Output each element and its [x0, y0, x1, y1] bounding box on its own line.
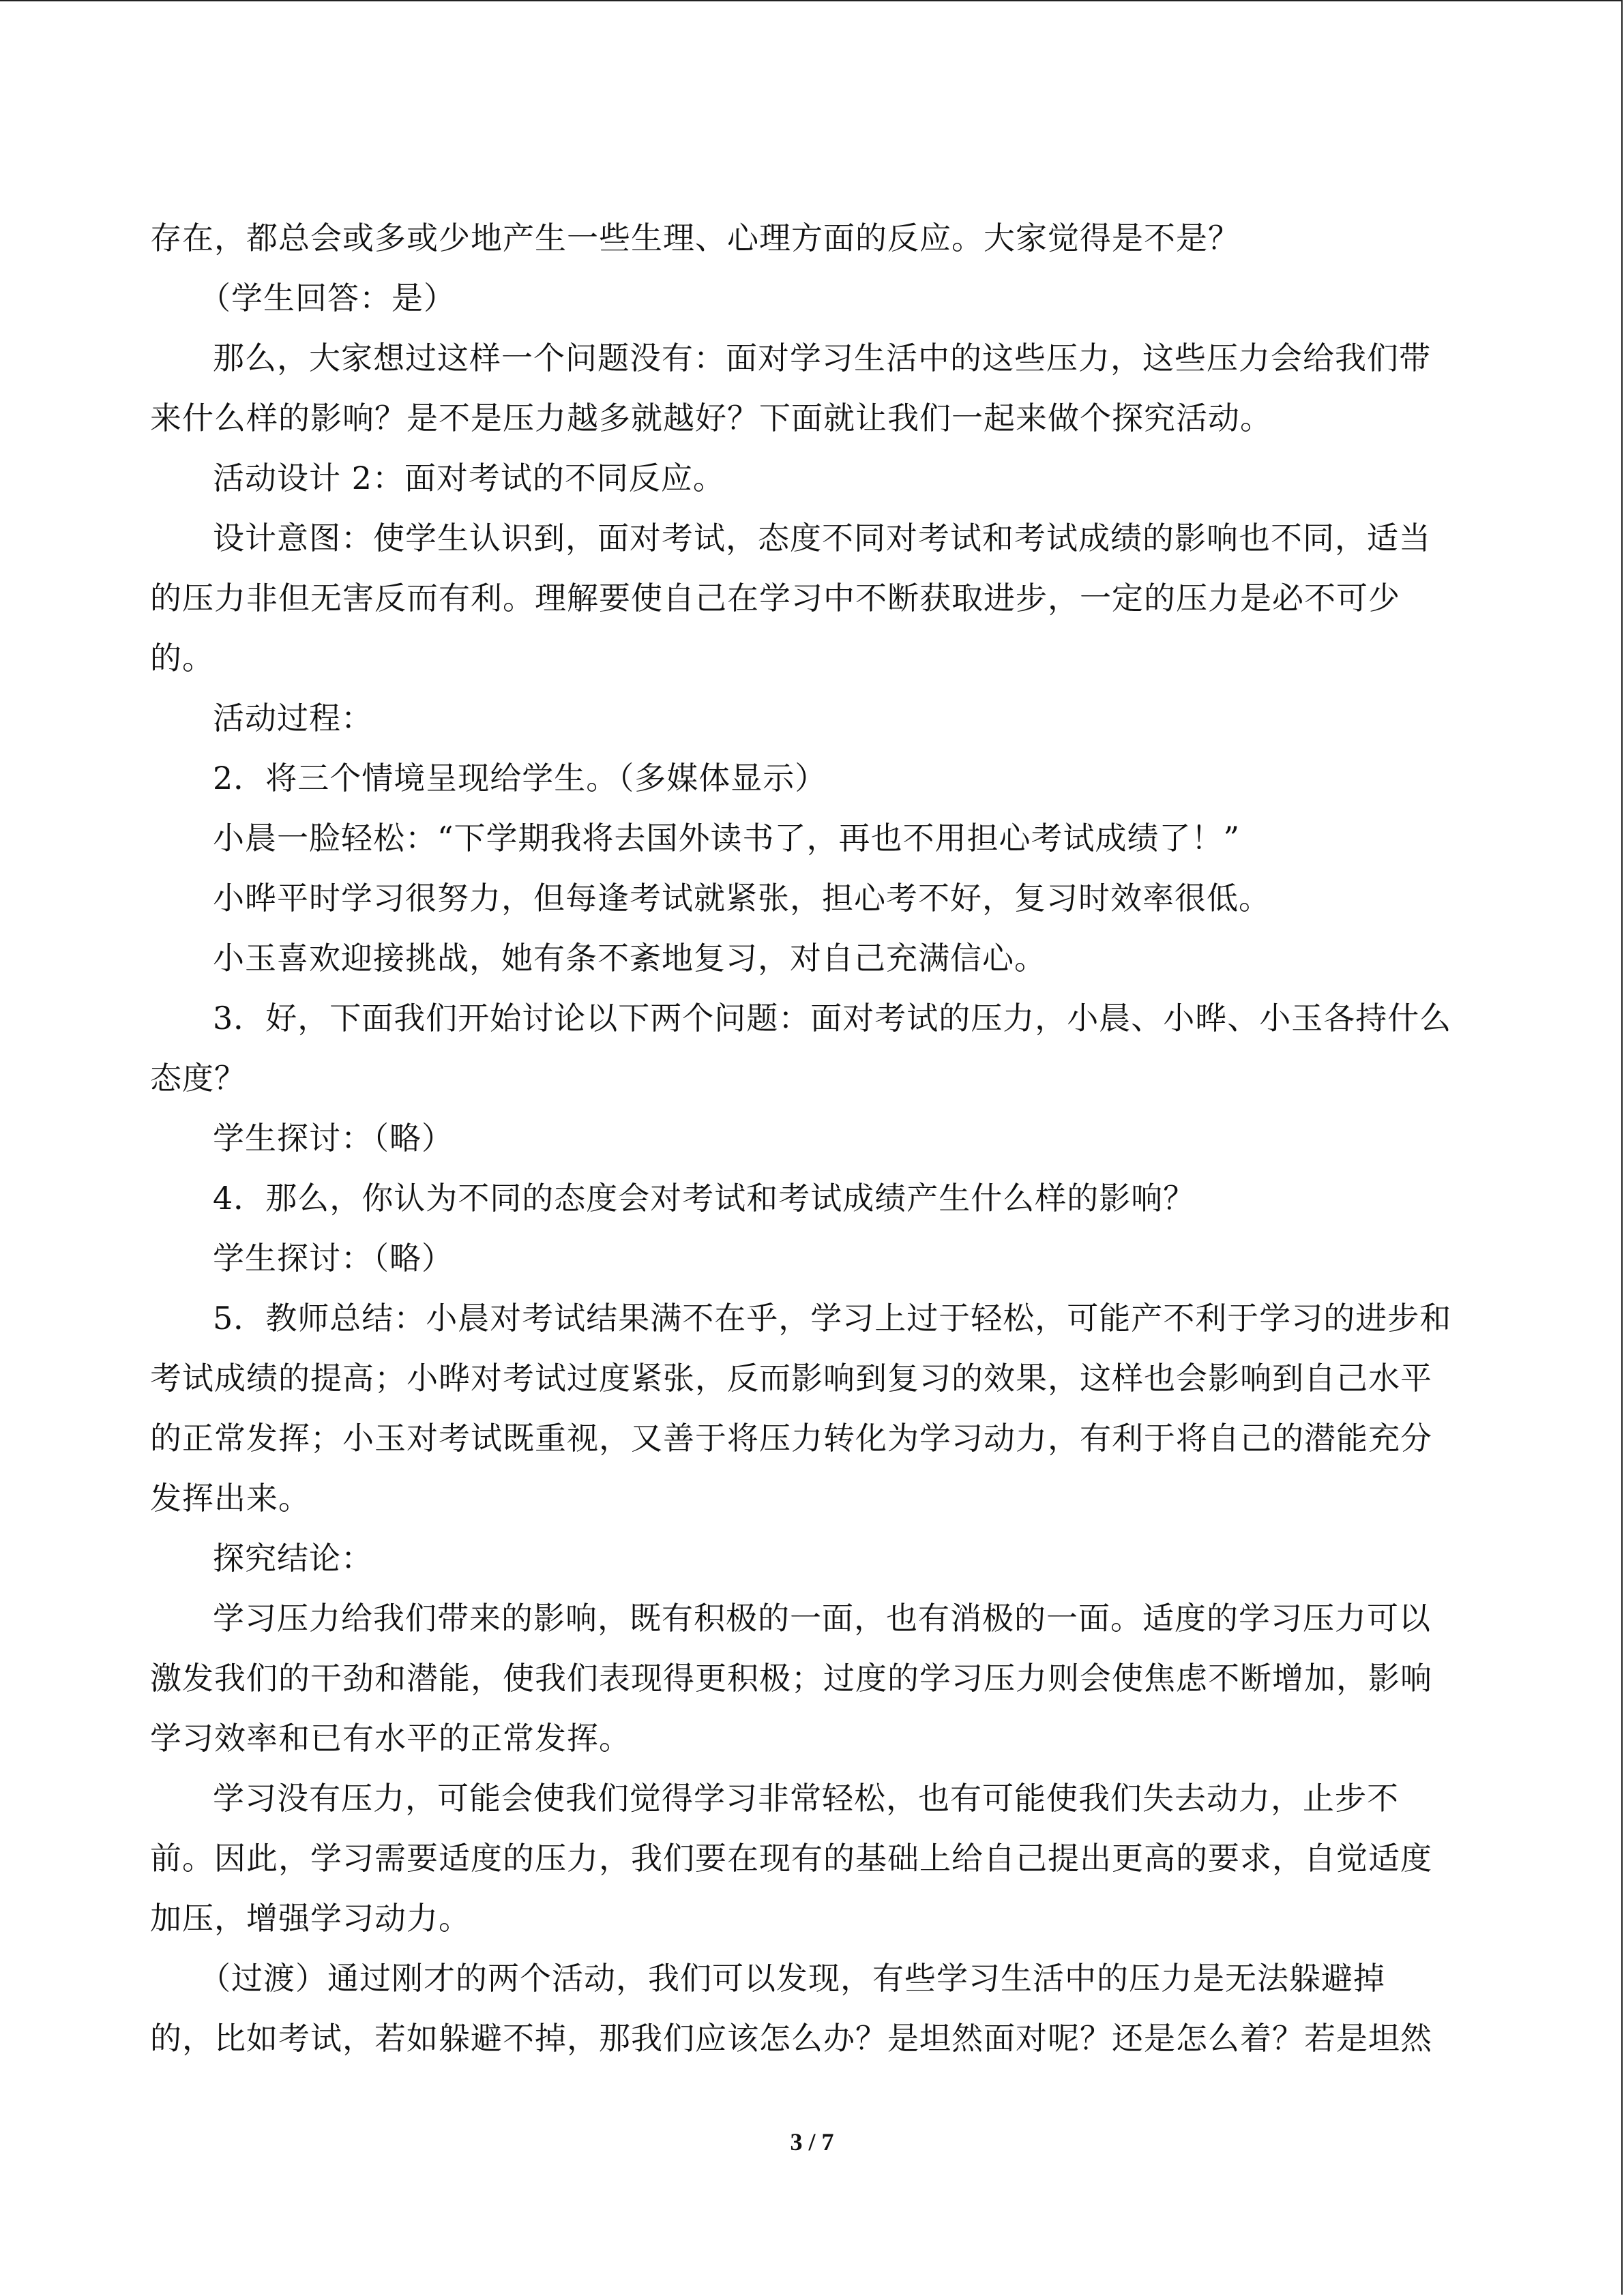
- text-line: 活动过程：: [213, 700, 373, 736]
- text-line: （过渡）通过刚才的两个活动，我们可以发现，有些学习生活中的压力是无法躲避掉: [199, 1960, 1385, 1997]
- text-line: 的正常发挥；小玉对考试既重视，又善于将压力转化为学习动力，有利于将自己的潜能充分: [150, 1420, 1432, 1457]
- text-line: 的。: [150, 640, 214, 676]
- text-line: （学生回答：是）: [199, 280, 456, 316]
- page-number: 3 / 7: [790, 2128, 834, 2156]
- text-line: 态度？: [150, 1060, 246, 1097]
- text-line: 发挥出来。: [150, 1480, 310, 1517]
- text-line: 小玉喜欢迎接挑战，她有条不紊地复习，对自己充满信心。: [213, 940, 1046, 976]
- text-line: 学习没有压力，可能会使我们觉得学习非常轻松，也有可能使我们失去动力，止步不: [213, 1780, 1399, 1817]
- text-line: 3．好，下面我们开始讨论以下两个问题：面对考试的压力，小晨、小晔、小玉各持什么: [213, 1000, 1452, 1037]
- text-line: 的压力非但无害反而有利。理解要使自己在学习中不断获取进步，一定的压力是必不可少: [150, 580, 1400, 616]
- text-line: 学习压力给我们带来的影响，既有积极的一面，也有消极的一面。适度的学习压力可以: [213, 1600, 1431, 1637]
- text-line: 学习效率和已有水平的正常发挥。: [150, 1720, 631, 1757]
- text-line: 小晨一脸轻松：“下学期我将去国外读书了，再也不用担心考试成绩了！”: [213, 820, 1241, 856]
- text-line: 加压，增强学习动力。: [150, 1900, 471, 1937]
- text-line: 前。因此，学习需要适度的压力，我们要在现有的基础上给自己提出更高的要求，自觉适度: [150, 1840, 1432, 1877]
- text-line: 学生探讨：（略）: [213, 1120, 454, 1157]
- text-line: 探究结论：: [213, 1540, 373, 1577]
- text-line: 来什么样的影响？是不是压力越多就越好？下面就让我们一起来做个探究活动。: [150, 400, 1272, 436]
- document-body: [150, 208, 1477, 2068]
- text-line: 学生探讨：（略）: [213, 1240, 454, 1277]
- text-line: 考试成绩的提高；小晔对考试过度紧张，反而影响到复习的效果，这样也会影响到自己水平: [150, 1360, 1432, 1397]
- text-line: 激发我们的干劲和潜能，使我们表现得更积极；过度的学习压力则会使焦虑不断增加，影响: [150, 1660, 1432, 1697]
- text-line: 设计意图：使学生认识到，面对考试，态度不同对考试和考试成绩的影响也不同，适当: [213, 520, 1431, 556]
- text-line: 2．将三个情境呈现给学生。（多媒体显示）: [213, 760, 827, 796]
- text-line: 5．教师总结：小晨对考试结果满不在乎，学习上过于轻松，可能产不利于学习的进步和: [213, 1300, 1452, 1337]
- text-line: 的，比如考试，若如躲避不掉，那我们应该怎么办？是坦然面对呢？还是怎么着？若是坦然: [150, 2020, 1432, 2057]
- text-line: 存在，都总会或多或少地产生一些生理、心理方面的反应。大家觉得是不是？: [150, 220, 1240, 256]
- text-line: 活动设计 2：面对考试的不同反应。: [213, 460, 725, 496]
- text-line: 4．那么，你认为不同的态度会对考试和考试成绩产生什么样的影响？: [213, 1180, 1196, 1217]
- text-line: 小晔平时学习很努力，但每逢考试就紧张，担心考不好，复习时效率很低。: [213, 880, 1271, 916]
- text-line: 那么，大家想过这样一个问题没有：面对学习生活中的这些压力，这些压力会给我们带: [213, 340, 1431, 376]
